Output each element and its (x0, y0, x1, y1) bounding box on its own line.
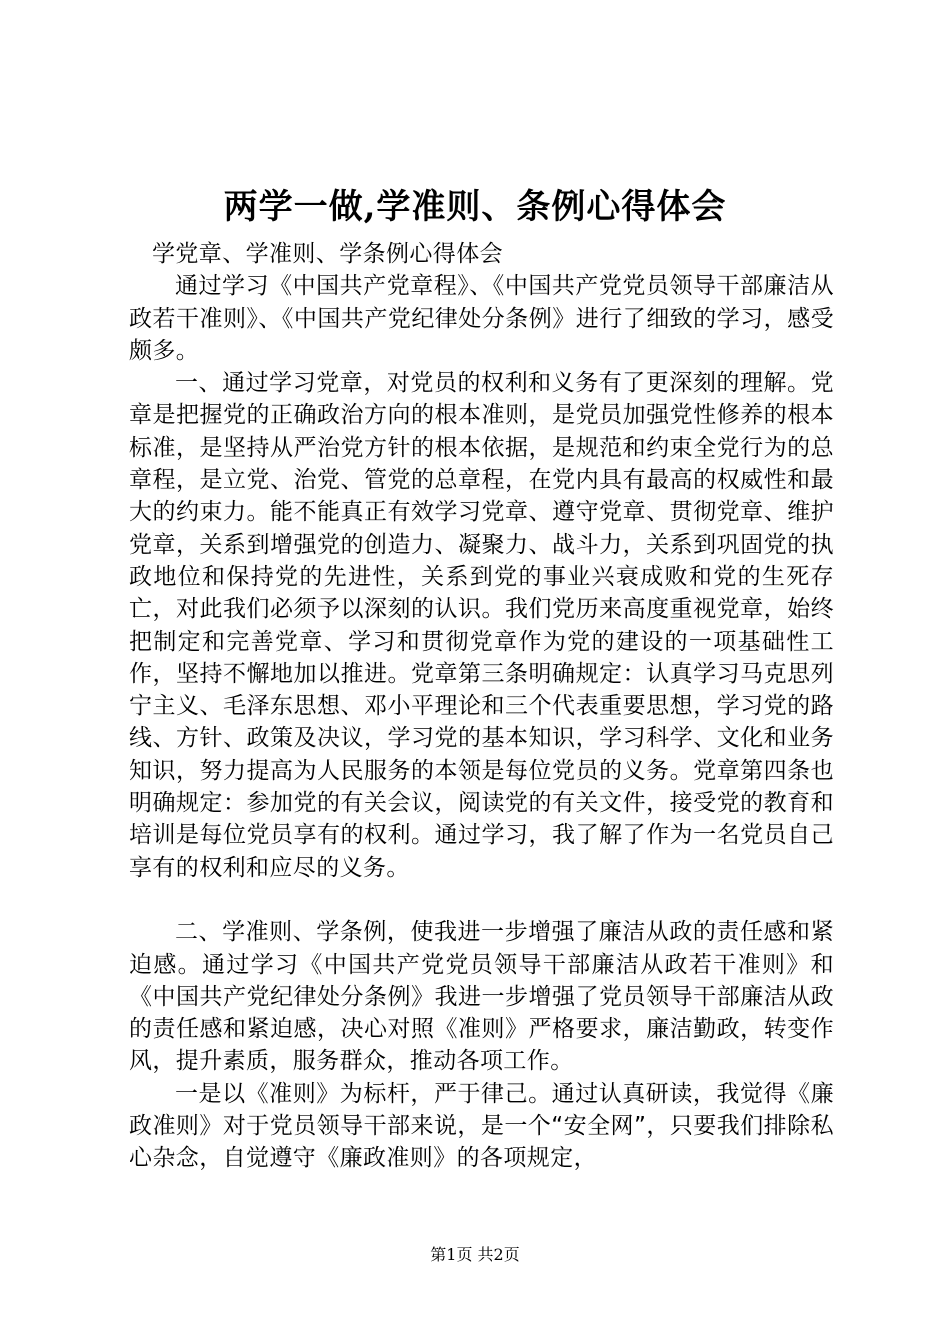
paragraph-intro: 通过学习《中国共产党章程》、《中国共产党党员领导干部廉洁从政若干准则》、《中国共产党纪律处分条例》进行了细致的学习，感受颇多。 (129, 273, 834, 364)
document-body (129, 238, 834, 1175)
paragraph-section-two: 二、学准则、学条例，使我进一步增强了廉洁从政的责任感和紧迫感。通过学习《中国共产党党员领导干部廉洁从政若干准则》和《中国共产党纪律处分条例》我进一步增强了党员领导干部廉洁从政的责任感和紧迫感，决心对照《准则》严格要求，廉洁勤政，转变作风，提升素质，服务群众，推动各项工作。 (129, 919, 834, 1075)
paragraph-point-one: 一是以《准则》为标杆，严于律己。通过认真研读，我觉得《廉政准则》对于党员领导干部来说，是一个“安全网”，只要我们排除私心杂念，自觉遵守《廉政准则》的各项规定， (129, 1080, 834, 1172)
paragraph-section-one: 一、通过学习党章，对党员的权利和义务有了更深刻的理解。党章是把握党的正确政治方向的根本准则，是党员加强党性修养的根本标准，是坚持从严治党方针的根本依据，是规范和约束全党行为的总章程，是立党、治党、管党的总章程，在党内具有最高的权威性和最大的约束力。能不能真正有效学习党章、遵守党章、贯彻党章、维护党章，关系到增强党的创造力、凝聚力、战斗力，关系到巩固党的执政地位和保持党的先进性，关系到党的事业兴衰成败和党的生死存亡，对此我们必须予以深刻的认识。我们党历来高度重视党章，始终把制定和完善党章、学习和贯彻党章作为党的建设的一项基础性工作，坚持不懈地加以推进。党章第三条明确规定：认真学习马克思列宁主义、毛泽东思想、邓小平理论和三个代表重要思想，学习党的路线、方针、政策及决议，学习党的基本知识，学习科学、文化和业务知识，努力提高为人民服务的本领是每位党员的义务。党章第四条也明确规定：参加党的有关会议，阅读党的有关文件，接受党的教育和培训是每位党员享有的权利。通过学习，我了解了作为一名党员自己享有的权利和应尽的义务。 (129, 370, 834, 881)
document-subtitle: 学党章、学准则、学条例心得体会 (152, 241, 503, 267)
page-number: 第1页 共2页 (430, 1245, 520, 1264)
document-title: 两学一做,学准则、条例心得体会 (223, 187, 727, 227)
